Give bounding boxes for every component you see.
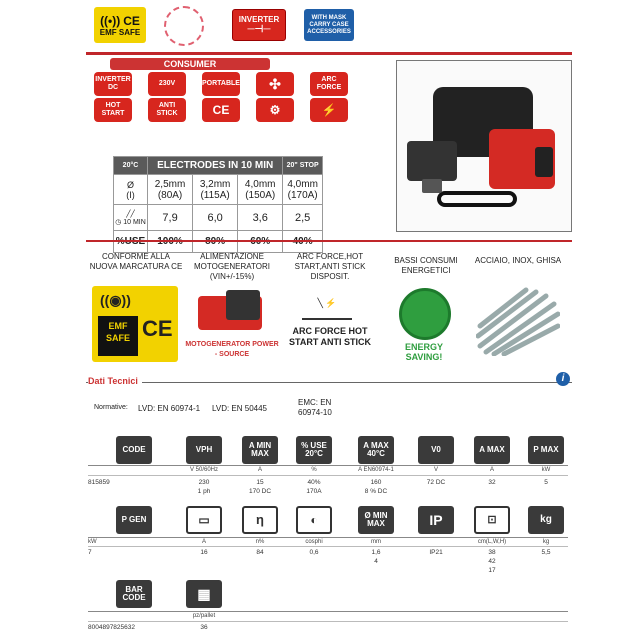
- col-3-size: 4,0mm: [244, 178, 276, 190]
- val-cosphi: 0,6: [309, 549, 319, 556]
- vph-icon: VPH: [186, 436, 222, 464]
- unit-mm: mm: [371, 539, 381, 545]
- col-1: [148, 175, 193, 205]
- globe-icon: [399, 288, 451, 340]
- barcode-icon: BAR CODE: [116, 580, 152, 608]
- code-icon: CODE: [116, 436, 152, 464]
- row3-line2: [88, 621, 568, 622]
- unit-vph: V 50/60Hz: [189, 467, 219, 473]
- ten-val-1: 7,9: [148, 205, 193, 231]
- amp-minmax-icon: A MIN MAX: [242, 436, 278, 464]
- val-code: 815859: [88, 479, 110, 486]
- unit-amax: A: [489, 467, 494, 473]
- mask-case-badge: WITH MASK CARRY CASE ACCESSORIES: [304, 9, 354, 41]
- hot-start-2-icon: ⚡: [310, 98, 348, 122]
- col-3: [238, 175, 283, 205]
- col-2: [193, 175, 238, 205]
- ten-val-2: 6,0: [193, 205, 238, 231]
- hot-start-icon: HOT START: [94, 98, 132, 122]
- current-symbol: (I): [126, 189, 135, 200]
- use-icon: % USE 20°C: [296, 436, 332, 464]
- unit-fuse: A: [201, 539, 206, 545]
- weight-icon: kg: [528, 506, 564, 534]
- case-base: [407, 141, 457, 181]
- row2-line: [88, 537, 568, 538]
- emf-safe-image: [92, 286, 178, 362]
- val-use: 40% 170A: [306, 479, 322, 495]
- generator-engine: [226, 290, 260, 320]
- diameter-minmax-icon: Ø MIN MAX: [358, 506, 394, 534]
- feature-steel-text: ACCIAIO, INOX, GHISA: [474, 256, 562, 265]
- row1-line2: [88, 475, 568, 476]
- emf-safe-badge: [94, 7, 146, 43]
- voltage-230-icon: 230V: [148, 72, 186, 96]
- val-dim: 38 42 17: [488, 549, 496, 574]
- amax-icon: A MAX: [474, 436, 510, 464]
- unit-a-en: A EN60974-1: [358, 467, 394, 473]
- unit-v: V: [433, 467, 438, 473]
- seal-icon: [164, 6, 204, 46]
- fan-icon: ✣: [256, 72, 294, 96]
- val-v0: 72 DC: [426, 479, 446, 486]
- val-kg: 5,5: [541, 549, 551, 556]
- lvd-2: LVD: EN 50445: [212, 404, 267, 413]
- ten-val-4: 2,5: [283, 205, 323, 231]
- col-4-size: 4,0mm: [287, 178, 318, 190]
- unit-dim: cm(L,W,H): [477, 539, 507, 545]
- welder-front: [535, 147, 553, 177]
- clamp: [422, 179, 442, 193]
- feature-arc-text: ARC FORCE,HOT START,ANTI STICK DISPOSIT.: [294, 252, 366, 281]
- val-vph: 230 1 ph: [197, 479, 211, 495]
- row1-line: [88, 465, 568, 466]
- ce-mark: CE: [123, 13, 140, 28]
- inverter-label: INVERTER: [238, 15, 280, 24]
- inverter-badge: [232, 9, 286, 41]
- val-fuse: 16: [200, 549, 208, 556]
- portable-icon: PORTABLE: [202, 72, 240, 96]
- stop-cell: 20" STOP: [283, 157, 323, 175]
- electrode-rods-image: [476, 286, 560, 356]
- protect-icon: ⚙: [256, 98, 294, 122]
- lvd-1: LVD: EN 60974-1: [138, 404, 201, 413]
- col-1-amp: (80A): [157, 189, 183, 201]
- val-eff: 84: [256, 549, 264, 556]
- feature-motogen-text: ALIMENTAZIONE MOTOGENERATORI (VIN+/-15%): [193, 252, 270, 281]
- unit-pct: %: [311, 467, 317, 473]
- amax40-icon: A MAX 40°C: [358, 436, 394, 464]
- mid-divider: [86, 240, 572, 242]
- electrode-icon: ╱╱: [126, 210, 135, 218]
- val-pallet: 36: [200, 624, 208, 631]
- v0-icon: V0: [418, 436, 454, 464]
- anti-stick-icon: ANTI STICK: [148, 98, 186, 122]
- wave-icon: ((•)): [100, 13, 121, 28]
- val-diam: 1,6 4: [371, 549, 381, 565]
- ten-val-3: 3,6: [238, 205, 283, 231]
- emf-safe-label: EMF SAFE: [99, 27, 141, 37]
- motogen-caption: MOTOGENERATOR POWER - SOURCE: [185, 341, 279, 358]
- val-pgen: 7: [88, 549, 92, 556]
- emf-wave-icon: ((◉)): [100, 292, 131, 308]
- inverter-dc-icon: INVERTER DC: [94, 72, 132, 96]
- product-photo: [396, 60, 572, 232]
- ten-min-text: 10 MIN: [123, 218, 146, 226]
- electrodes-title: ELECTRODES IN 10 MIN: [148, 157, 283, 175]
- val-a: 15 170 DC: [248, 479, 272, 495]
- col-1-size: 2,5mm: [154, 178, 186, 190]
- col-4-amp: (170A): [287, 189, 318, 201]
- col-2-amp: (115A): [200, 189, 230, 201]
- arc-force-icon: ARC FORCE: [310, 72, 348, 96]
- diameter-label: [114, 175, 148, 205]
- unit-eff: n%: [255, 539, 265, 545]
- info-icon[interactable]: i: [556, 372, 570, 386]
- col-2-size: 3,2mm: [199, 178, 231, 190]
- consumer-title: CONSUMER: [110, 58, 270, 70]
- val-amax40: 160 8 % DC: [364, 479, 388, 495]
- unit-a: A: [257, 467, 262, 473]
- dati-tecnici-title: Dati Tecnici: [88, 376, 142, 386]
- pgen-icon: P GEN: [116, 506, 152, 534]
- unit-kw-gen: kW: [88, 539, 97, 545]
- ce-icon: CE: [202, 98, 240, 122]
- cosphi-icon: ◐: [296, 506, 332, 534]
- cable: [437, 191, 517, 207]
- emf-box: EMF SAFE: [98, 316, 138, 356]
- unit-kw: kW: [541, 467, 551, 473]
- unit-cosphi: cosphi: [305, 539, 323, 545]
- normative-label: Normative:: [94, 404, 128, 411]
- val-ip: IP21: [429, 549, 443, 556]
- ce-big-mark: CE: [142, 316, 173, 341]
- col-4: [283, 175, 323, 205]
- pallet-icon: ▦: [186, 580, 222, 608]
- row3-line: [88, 611, 568, 612]
- arc-caption: ARC FORCE HOT START ANTI STICK: [289, 326, 371, 347]
- unit-pallet: pz/pallet: [192, 613, 216, 619]
- ten-min-label: ╱╱ ◷ 10 MIN: [114, 205, 148, 231]
- feature-ce-text: CONFORME ALLA NUOVA MARCATURA CE: [89, 252, 183, 271]
- val-amax: 32: [488, 479, 496, 486]
- top-divider: [86, 52, 572, 55]
- col-3-amp: (150A): [245, 189, 276, 201]
- energy-caption: ENERGY SAVING!: [404, 342, 443, 362]
- row2-line2: [88, 546, 568, 547]
- arc-diagram-icon: ╲ ⚡: [302, 298, 352, 320]
- ip-icon: IP: [418, 506, 454, 534]
- pmax-icon: P MAX: [528, 436, 564, 464]
- unit-kg: kg: [542, 539, 550, 545]
- dimensions-icon: ⊡: [474, 506, 510, 534]
- dati-divider: [86, 382, 572, 383]
- feature-energy-text: BASSI CONSUMI ENERGETICI: [394, 256, 458, 275]
- electrodes-table: [113, 156, 323, 253]
- emc: EMC: EN 60974-10: [298, 398, 332, 417]
- fuse-icon: ▭: [186, 506, 222, 534]
- val-pmax: 5: [544, 479, 548, 486]
- efficiency-icon: η: [242, 506, 278, 534]
- val-barcode: 8004897825632: [88, 624, 135, 631]
- diameter-symbol: Ø: [126, 179, 134, 190]
- inverter-symbol-icon: ─⊣─: [247, 24, 271, 35]
- temp-20-cell: 20°C: [114, 157, 148, 175]
